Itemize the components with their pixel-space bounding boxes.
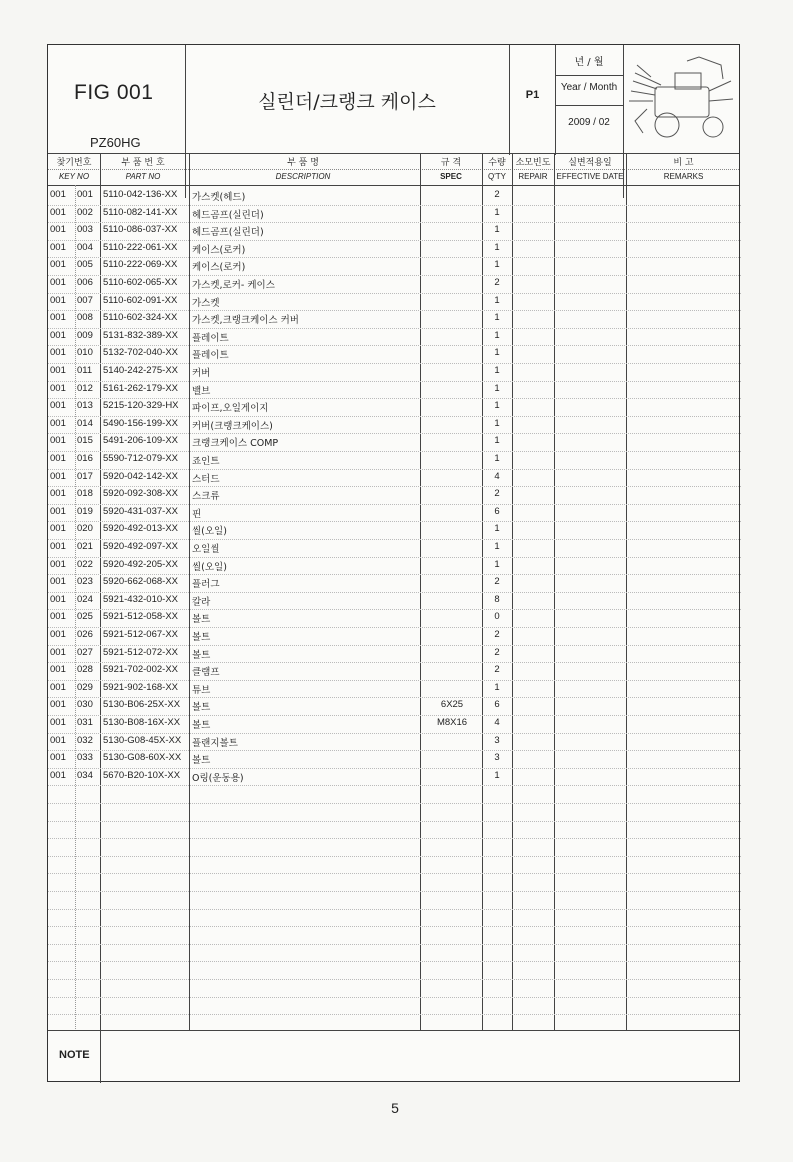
part-number: 5110-222-061-XX: [103, 241, 178, 253]
key-no: 014: [77, 417, 93, 429]
key-no: 018: [77, 488, 93, 500]
part-quantity: 1: [494, 347, 500, 359]
col-repair-kr: 소모빈도: [515, 158, 551, 168]
part-quantity: 1: [494, 400, 500, 412]
table-row: [48, 187, 741, 205]
table-row: [48, 539, 741, 557]
part-quantity: 1: [494, 435, 500, 447]
part-number: 5132-702-040-XX: [103, 347, 178, 359]
table-row: [48, 486, 741, 504]
part-quantity: 1: [494, 294, 500, 306]
key-no: 034: [77, 769, 93, 781]
part-number: 5130-B06-25X-XX: [103, 699, 181, 711]
table-row: [48, 645, 741, 663]
part-quantity: 3: [494, 734, 500, 746]
part-description: 헤드곰프(실린더): [192, 227, 264, 239]
part-description: 튜브: [192, 684, 211, 696]
part-number: 5921-512-072-XX: [103, 646, 178, 658]
key-no-prefix: 001: [50, 734, 66, 746]
row-divider: [48, 328, 741, 329]
key-no-prefix: 001: [50, 470, 66, 482]
part-quantity: 2: [494, 277, 500, 288]
part-number: 5110-222-069-XX: [103, 259, 178, 271]
key-no: 002: [77, 206, 93, 218]
part-description: 스크류: [192, 491, 220, 503]
key-no: 028: [77, 664, 93, 676]
table-row: [48, 733, 741, 751]
issue-date: 2009 / 02: [568, 117, 610, 128]
row-divider: [48, 398, 741, 399]
key-no: 027: [77, 646, 93, 658]
key-no: 003: [77, 224, 93, 236]
col-desc-kr: 부 품 명: [287, 158, 319, 168]
table-row: [48, 345, 741, 363]
part-number: 5490-156-199-XX: [103, 417, 178, 429]
col-effdate-kr: 실변적용일: [568, 158, 612, 168]
key-no-prefix: 001: [50, 488, 66, 500]
part-number: 5920-492-205-XX: [103, 558, 178, 570]
part-description: 케이스(로커): [192, 262, 246, 274]
part-description: 씰(오일): [192, 526, 227, 538]
col-keyno-kr: 찾기번호: [56, 158, 92, 168]
key-no-prefix: 001: [50, 541, 66, 552]
part-description: 파이프,오일게이지: [192, 403, 269, 415]
row-divider: [48, 873, 741, 874]
key-no-prefix: 001: [50, 347, 66, 359]
row-divider: [48, 785, 741, 786]
part-description: 플랜지볼트: [192, 737, 238, 749]
row-divider: [48, 310, 741, 311]
part-description: 볼트: [192, 720, 211, 731]
row-divider: [48, 574, 741, 575]
key-no: 007: [77, 294, 93, 306]
table-row: [48, 469, 741, 487]
key-no-prefix: 001: [50, 382, 66, 394]
table-row: [48, 504, 741, 522]
key-no-prefix: 001: [50, 769, 66, 781]
table-row: [48, 205, 741, 223]
key-no: 008: [77, 312, 93, 324]
row-divider: [48, 909, 741, 910]
part-quantity: 4: [494, 470, 500, 482]
key-no-prefix: 001: [50, 505, 66, 517]
note-label: NOTE: [59, 1049, 90, 1061]
part-description: 죠인트: [192, 456, 220, 467]
row-divider: [48, 486, 741, 487]
part-quantity: 1: [494, 312, 500, 324]
part-number: 5110-086-037-XX: [103, 224, 178, 236]
table-row: [48, 381, 741, 399]
table-row: [48, 222, 741, 240]
row-divider: [48, 680, 741, 681]
part-description: 가스켓,로커- 케이스: [192, 280, 275, 291]
row-divider: [48, 645, 741, 646]
part-quantity: 1: [494, 453, 500, 464]
part-number: 5920-492-097-XX: [103, 541, 178, 552]
key-no-prefix: 001: [50, 294, 66, 306]
key-no: 011: [77, 365, 93, 376]
key-no: 021: [77, 541, 93, 552]
part-description: 칼라: [192, 596, 211, 608]
key-no: 017: [77, 470, 93, 482]
table-row: [48, 416, 741, 434]
part-description: 볼트: [192, 702, 211, 714]
key-no-prefix: 001: [50, 646, 66, 658]
row-divider: [48, 662, 741, 663]
key-no-prefix: 001: [50, 224, 66, 236]
table-row: [48, 680, 741, 698]
part-quantity: 1: [494, 681, 500, 693]
key-no-prefix: 001: [50, 417, 66, 429]
table-row: [48, 627, 741, 645]
key-no-prefix: 001: [50, 277, 66, 288]
part-number: 5130-G08-45X-XX: [103, 734, 182, 746]
part-quantity: 1: [494, 523, 500, 535]
part-description: 커버(크랭크케이스): [192, 420, 273, 432]
key-no-prefix: 001: [50, 365, 66, 376]
part-quantity: 2: [494, 646, 500, 658]
table-row: [48, 557, 741, 575]
key-no-prefix: 001: [50, 259, 66, 271]
row-divider: [48, 205, 741, 206]
part-number: 5921-902-168-XX: [103, 681, 178, 693]
key-no-prefix: 001: [50, 206, 66, 218]
table-row: [48, 257, 741, 275]
row-divider: [48, 821, 741, 822]
part-description: 스터드: [192, 473, 220, 485]
key-no-prefix: 001: [50, 241, 66, 253]
key-no: 004: [77, 241, 93, 253]
model-name: PZ60HG: [90, 135, 141, 150]
key-no-prefix: 001: [50, 681, 66, 693]
key-no: 022: [77, 558, 93, 570]
row-divider: [48, 1014, 741, 1015]
machine-illustration: [627, 51, 737, 147]
key-no: 030: [77, 699, 93, 711]
figure-number: FIG 001: [74, 81, 154, 104]
part-quantity: 3: [494, 752, 500, 764]
row-divider: [48, 416, 741, 417]
part-description: 커버: [192, 368, 211, 379]
part-number: 5110-082-141-XX: [103, 206, 178, 218]
row-divider: [48, 433, 741, 434]
key-no-prefix: 001: [50, 717, 66, 728]
part-description: 밸브: [192, 385, 211, 397]
table-row: [48, 697, 741, 715]
row-divider: [48, 961, 741, 962]
table-row: [48, 768, 741, 786]
part-quantity: 1: [494, 417, 500, 429]
table-row: [48, 662, 741, 680]
part-number: 5491-206-109-XX: [103, 435, 178, 447]
parts-sheet: [47, 44, 740, 1082]
part-number: 5110-602-324-XX: [103, 312, 178, 324]
key-no-prefix: 001: [50, 576, 66, 588]
table-row: [48, 275, 741, 293]
col-partno-en: PART NO: [125, 172, 161, 181]
row-divider: [48, 504, 741, 505]
year-month-en: Year / Month: [560, 82, 618, 93]
part-description: 플레이트: [192, 350, 229, 362]
col-qty-kr: 수량: [488, 158, 506, 168]
part-number: 5920-662-068-XX: [103, 576, 178, 588]
part-spec: 6X25: [440, 699, 464, 711]
key-no: 019: [77, 505, 93, 517]
part-description: 가스켓: [192, 297, 220, 309]
part-number: 5590-712-079-XX: [103, 453, 178, 464]
row-divider: [48, 979, 741, 980]
part-quantity: 1: [494, 329, 500, 341]
part-description: 볼트: [192, 614, 211, 626]
key-no: 026: [77, 629, 93, 640]
row-divider: [48, 944, 741, 945]
key-no: 015: [77, 435, 93, 447]
row-divider: [48, 609, 741, 610]
row-divider: [48, 697, 741, 698]
key-no: 029: [77, 681, 93, 693]
part-number: 5130-G08-60X-XX: [103, 752, 182, 764]
key-no-prefix: 001: [50, 312, 66, 324]
table-row: [48, 398, 741, 416]
part-quantity: 6: [494, 505, 500, 517]
row-divider: [48, 521, 741, 522]
row-divider: [48, 345, 741, 346]
part-quantity: 6: [494, 699, 500, 711]
year-month-kr: 년 / 월: [574, 57, 604, 68]
row-divider: [48, 222, 741, 223]
key-no-prefix: 001: [50, 329, 66, 341]
part-description: 오일씰: [192, 544, 220, 555]
part-quantity: 1: [494, 224, 500, 236]
part-description: 클램프: [192, 667, 220, 679]
part-number: 5921-702-002-XX: [103, 664, 178, 676]
col-spec-en: SPEC: [440, 172, 462, 181]
key-no: 025: [77, 611, 93, 623]
table-row: [48, 293, 741, 311]
table-row: [48, 310, 741, 328]
key-no: 006: [77, 277, 93, 288]
part-quantity: 2: [494, 576, 500, 588]
part-description: 볼트: [192, 632, 211, 643]
part-description: 볼트: [192, 755, 211, 767]
row-divider: [48, 293, 741, 294]
table-row: [48, 750, 741, 768]
part-quantity: 1: [494, 206, 500, 218]
part-quantity: 1: [494, 365, 500, 376]
part-quantity: 2: [494, 488, 500, 500]
key-no: 020: [77, 523, 93, 535]
part-spec: M8X16: [436, 717, 468, 728]
row-divider: [48, 627, 741, 628]
row-divider: [48, 768, 741, 769]
page-title: 실린더/크랭크 케이스: [258, 91, 436, 113]
row-divider: [48, 750, 741, 751]
row-divider: [48, 926, 741, 927]
key-no-prefix: 001: [50, 189, 66, 200]
key-no: 024: [77, 593, 93, 605]
row-divider: [48, 363, 741, 364]
table-row: [48, 715, 741, 733]
key-no: 032: [77, 734, 93, 746]
key-no: 031: [77, 717, 93, 728]
key-no-prefix: 001: [50, 435, 66, 447]
key-no-prefix: 001: [50, 453, 66, 464]
col-keyno-en: KEY NO: [58, 172, 90, 181]
part-description: 플러그: [192, 579, 220, 591]
col-remarks-en: REMARKS: [663, 172, 704, 181]
part-description: 가스켓(헤드): [192, 192, 246, 203]
row-divider: [48, 451, 741, 452]
part-description: 가스켓,크랭크케이스 커버: [192, 315, 299, 327]
part-number: 5110-602-091-XX: [103, 294, 178, 306]
part-description: 케이스(로커): [192, 244, 246, 256]
row-divider: [48, 557, 741, 558]
row-divider: [48, 715, 741, 716]
row-divider: [48, 856, 741, 857]
part-quantity: 4: [494, 717, 500, 728]
part-number: 5131-832-389-XX: [103, 329, 178, 341]
part-number: 5130-B08-16X-XX: [103, 717, 181, 728]
row-divider: [48, 997, 741, 998]
row-divider: [48, 592, 741, 593]
page-code: P1: [525, 89, 540, 101]
row-divider: [48, 803, 741, 804]
part-quantity: 1: [494, 769, 500, 781]
col-remarks-kr: 비 고: [673, 158, 694, 168]
row-divider: [48, 469, 741, 470]
key-no: 023: [77, 576, 93, 588]
key-no-prefix: 001: [50, 752, 66, 764]
key-no-prefix: 001: [50, 523, 66, 535]
table-row: [48, 433, 741, 451]
part-quantity: 2: [494, 189, 500, 200]
part-number: 5110-602-065-XX: [103, 277, 178, 288]
row-divider: [48, 381, 741, 382]
col-qty-en: Q'TY: [488, 172, 506, 181]
key-no: 005: [77, 259, 93, 271]
part-number: 5140-242-275-XX: [103, 365, 178, 376]
part-description: 씰(오일): [192, 561, 227, 573]
page-number: 5: [391, 1100, 399, 1116]
part-number: 5161-262-179-XX: [103, 382, 178, 394]
key-no-prefix: 001: [50, 699, 66, 711]
part-description: O링(운동용): [192, 772, 244, 784]
part-description: 헤드곰프(실린더): [192, 209, 264, 221]
part-quantity: 1: [494, 541, 500, 552]
part-quantity: 2: [494, 629, 500, 640]
part-description: 볼트: [192, 649, 211, 661]
table-row: [48, 240, 741, 258]
part-quantity: 2: [494, 664, 500, 676]
table-row: [48, 592, 741, 610]
table-row: [48, 328, 741, 346]
table-row: [48, 521, 741, 539]
row-divider: [48, 275, 741, 276]
key-no-prefix: 001: [50, 611, 66, 623]
part-number: 5920-492-013-XX: [103, 523, 178, 535]
part-number: 5110-042-136-XX: [103, 189, 178, 200]
table-row: [48, 574, 741, 592]
key-no-prefix: 001: [50, 593, 66, 605]
row-divider: [48, 733, 741, 734]
part-number: 5921-432-010-XX: [103, 593, 178, 605]
key-no: 013: [77, 400, 93, 412]
part-description: 핀: [192, 508, 202, 520]
part-number: 5920-431-037-XX: [103, 505, 178, 517]
table-row: [48, 609, 741, 627]
col-desc-en: DESCRIPTION: [275, 172, 331, 181]
part-description: 크랭크케이스 COMP: [192, 438, 279, 450]
key-no-prefix: 001: [50, 558, 66, 570]
row-divider: [48, 891, 741, 892]
row-divider: [48, 539, 741, 540]
col-partno-kr: 부 품 번 호: [121, 158, 165, 168]
part-quantity: 1: [494, 558, 500, 570]
table-row: [48, 363, 741, 381]
col-spec-kr: 규 격: [440, 158, 462, 168]
key-no-prefix: 001: [50, 629, 66, 640]
row-divider: [48, 257, 741, 258]
part-number: 5921-512-058-XX: [103, 611, 178, 623]
part-quantity: 1: [494, 241, 500, 253]
key-no-prefix: 001: [50, 400, 66, 412]
part-number: 5921-512-067-XX: [103, 629, 178, 640]
part-quantity: 1: [494, 382, 500, 394]
row-divider: [48, 838, 741, 839]
key-no: 033: [77, 752, 93, 764]
part-quantity: 1: [494, 259, 500, 271]
key-no: 016: [77, 453, 93, 464]
part-quantity: 0: [494, 611, 500, 623]
col-repair-en: REPAIR: [518, 172, 548, 181]
table-row: [48, 451, 741, 469]
part-number: 5215-120-329-HX: [103, 400, 179, 412]
part-number: 5670-B20-10X-XX: [103, 769, 181, 781]
part-quantity: 8: [494, 593, 500, 605]
key-no-prefix: 001: [50, 664, 66, 676]
part-number: 5920-092-308-XX: [103, 488, 178, 500]
row-divider: [48, 240, 741, 241]
part-description: 플레이트: [192, 332, 229, 344]
key-no: 010: [77, 347, 93, 359]
key-no: 012: [77, 382, 93, 394]
part-number: 5920-042-142-XX: [103, 470, 178, 482]
parts-table-body: [48, 187, 741, 1031]
key-no: 001: [77, 189, 93, 200]
key-no: 009: [77, 329, 93, 341]
col-effdate-en: EFFECTIVE DATE: [556, 172, 624, 181]
